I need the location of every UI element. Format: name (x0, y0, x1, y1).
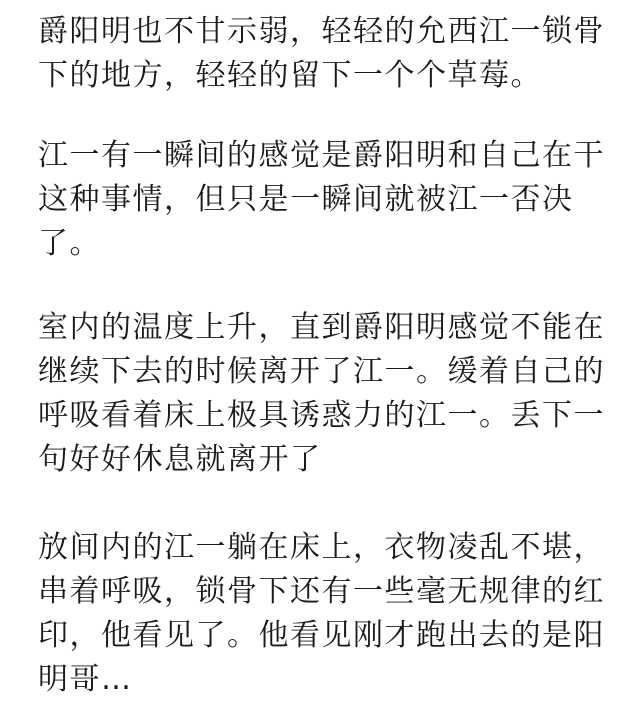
paragraph-1: 爵阳明也不甘示弱，轻轻的允西江一锁骨下的地方，轻轻的留下一个个草莓。 (38, 14, 605, 93)
paragraph-4: 放间内的江一躺在床上，衣物凌乱不堪，串着呼吸，锁骨下还有一些毫无规律的红印，他看见了。他看见刚才跑出去的是阳明哥… (38, 530, 605, 697)
document-body (38, 10, 608, 702)
paragraph-3: 室内的温度上升，直到爵阳明感觉不能在继续下去的时候离开了江一。缓着自己的呼吸看着床上极具诱惑力的江一。丢下一句好好休息就离开了 (38, 310, 605, 477)
paragraph-2: 江一有一瞬间的感觉是爵阳明和自己在干这种事情，但只是一瞬间就被江一否决了。 (38, 138, 605, 261)
